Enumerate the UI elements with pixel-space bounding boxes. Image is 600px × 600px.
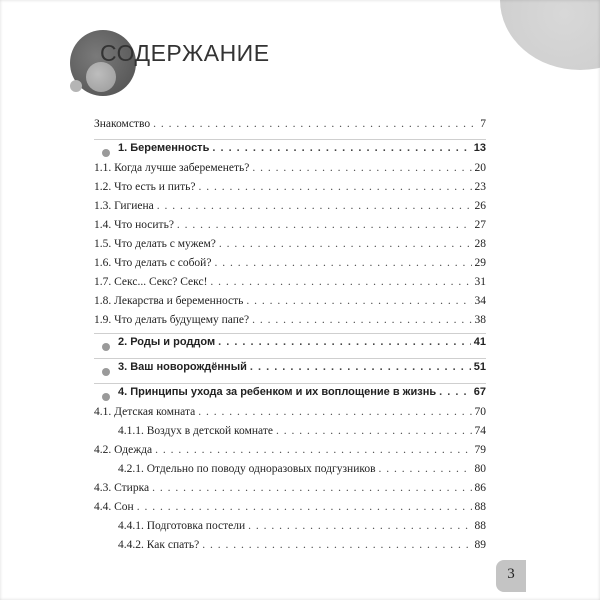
toc-entry-page: 88	[474, 520, 486, 532]
toc-leader-dots	[155, 444, 471, 456]
toc-entry-page: 34	[474, 295, 486, 307]
toc-entry-label: 4.2. Одежда	[94, 444, 153, 456]
toc-entry-label: 1.9. Что делать будущему папе?	[94, 314, 250, 326]
decorative-corner-circle	[500, 0, 600, 70]
toc-entry-page: 13	[473, 142, 486, 154]
toc-entry-label: 1.2. Что есть и пить?	[94, 181, 196, 193]
toc-entry	[94, 314, 486, 334]
decorative-small-circle	[70, 80, 82, 92]
toc-entry	[94, 162, 486, 182]
toc-chapter	[118, 142, 486, 162]
divider	[94, 139, 486, 140]
toc-leader-dots	[214, 257, 471, 269]
toc-entry-label: 1.5. Что делать с мужем?	[94, 238, 216, 250]
toc-entry-page: 28	[474, 238, 486, 250]
toc-entry	[94, 219, 486, 239]
toc-entry-label: 1.1. Когда лучше забеременеть?	[94, 162, 250, 174]
toc-entry-page: 89	[474, 539, 486, 551]
toc-leader-dots	[153, 118, 477, 130]
toc-entry-page: 27	[474, 219, 486, 231]
toc-leader-dots	[248, 520, 471, 532]
page-number: 3	[507, 566, 515, 582]
toc-entry-label: 4. Принципы ухода за ребенком и их воплощение в жизнь	[118, 386, 437, 398]
toc-leader-dots	[246, 295, 471, 307]
toc-subentry	[118, 425, 486, 445]
toc-entry-page: 70	[474, 406, 486, 418]
toc-leader-dots	[218, 336, 471, 348]
toc-entry-page: 67	[473, 386, 486, 398]
toc-leader-dots	[250, 361, 471, 373]
toc-entry	[94, 501, 486, 521]
toc-entry-label: 4.2.1. Отдельно по поводу одноразовых подгузников	[118, 463, 376, 475]
toc-entry-label: 1.8. Лекарства и беременность	[94, 295, 244, 307]
toc-entry	[94, 181, 486, 201]
toc-entry	[94, 295, 486, 315]
divider	[94, 333, 486, 334]
toc-leader-dots	[219, 238, 472, 250]
toc-leader-dots	[177, 219, 472, 231]
toc-entry-page: 79	[474, 444, 486, 456]
toc-entry-page: 88	[474, 501, 486, 513]
toc-entry	[94, 200, 486, 220]
toc-entry	[94, 257, 486, 277]
toc-entry-label: 3. Ваш новорождённый	[118, 361, 247, 373]
toc-entry-page: 23	[474, 181, 486, 193]
toc-entry-page: 7	[480, 118, 486, 130]
toc-leader-dots	[252, 162, 471, 174]
toc-subentry	[118, 463, 486, 483]
toc-leader-dots	[439, 386, 471, 398]
toc-subentry	[118, 539, 486, 559]
toc-entry-label: 4.4. Сон	[94, 501, 134, 513]
toc-leader-dots	[198, 181, 471, 193]
page-title: СОДЕРЖАНИЕ	[100, 40, 270, 66]
toc-leader-dots	[137, 501, 472, 513]
toc-entry	[94, 482, 486, 502]
toc-leader-dots	[152, 482, 471, 494]
toc-leader-dots	[252, 314, 471, 326]
toc-entry-label: 4.3. Стирка	[94, 482, 150, 494]
toc-entry-label: 1. Беременность	[118, 142, 210, 154]
toc-entry-label: 4.4.2. Как спать?	[118, 539, 200, 551]
toc-leader-dots	[276, 425, 472, 437]
toc-entry-page: 80	[474, 463, 486, 475]
toc-chapter	[118, 336, 486, 356]
toc-chapter	[118, 386, 486, 406]
toc-entry-page: 38	[474, 314, 486, 326]
toc-entry-page: 41	[473, 336, 486, 348]
toc-leader-dots	[157, 200, 472, 212]
toc-entry-label: Знакомство	[94, 118, 151, 130]
toc-entry	[94, 238, 486, 258]
chapter-bullet-icon	[102, 368, 110, 376]
divider	[94, 358, 486, 359]
chapter-bullet-icon	[102, 343, 110, 351]
toc-entry-page: 29	[474, 257, 486, 269]
toc-entry-page: 31	[474, 276, 486, 288]
toc-entry-label: 1.4. Что носить?	[94, 219, 174, 231]
toc-entry-label: 1.3. Гигиена	[94, 200, 154, 212]
toc-entry	[94, 406, 486, 426]
toc-entry-label: 4.1. Детская комната	[94, 406, 196, 418]
toc-leader-dots	[202, 539, 471, 551]
toc-entry-page: 86	[474, 482, 486, 494]
toc-leader-dots	[210, 276, 471, 288]
toc-leader-dots	[212, 142, 470, 154]
toc-entry	[94, 118, 486, 138]
divider	[94, 383, 486, 384]
toc-subentry	[118, 520, 486, 540]
toc-entry-label: 1.7. Секс... Секс? Секс!	[94, 276, 208, 288]
toc-leader-dots	[198, 406, 471, 418]
toc-entry	[94, 276, 486, 296]
toc-entry-label: 4.4.1. Подготовка постели	[118, 520, 246, 532]
chapter-bullet-icon	[102, 149, 110, 157]
toc-entry-page: 26	[474, 200, 486, 212]
toc-entry-label: 2. Роды и роддом	[118, 336, 216, 348]
toc-entry-page: 51	[473, 361, 486, 373]
chapter-bullet-icon	[102, 393, 110, 401]
toc-entry	[94, 444, 486, 464]
toc-chapter	[118, 361, 486, 381]
toc-entry-page: 20	[474, 162, 486, 174]
toc-entry-page: 74	[474, 425, 486, 437]
toc-entry-label: 4.1.1. Воздух в детской комнате	[118, 425, 273, 437]
toc-entry-label: 1.6. Что делать с собой?	[94, 257, 212, 269]
toc-leader-dots	[379, 463, 472, 475]
